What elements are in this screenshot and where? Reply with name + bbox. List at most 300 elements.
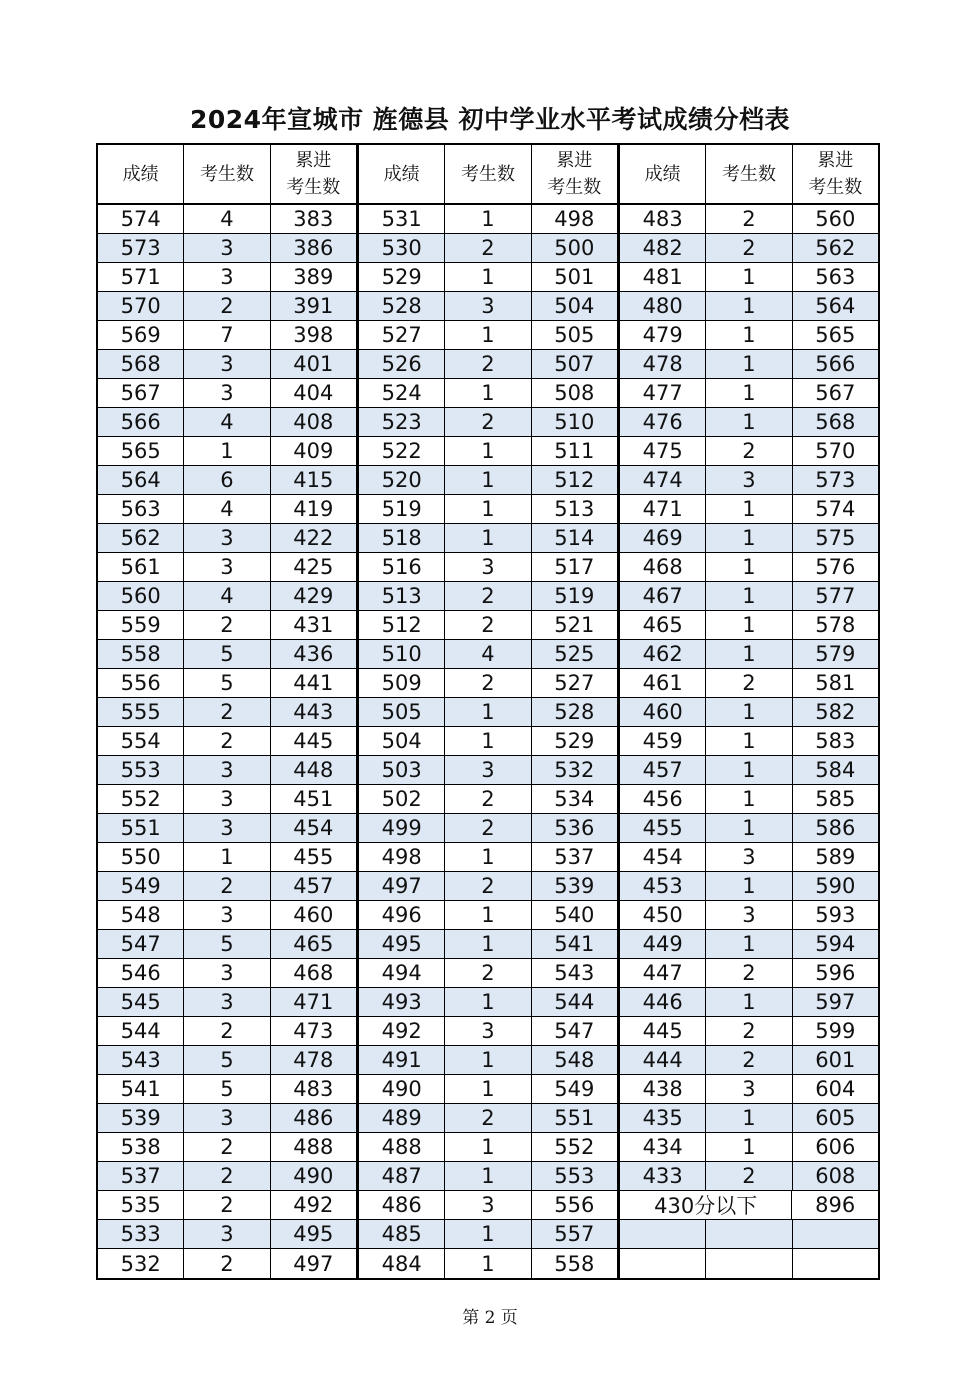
table-header: [359, 145, 617, 205]
table-row: [620, 495, 878, 524]
score-cell: 547: [120, 932, 161, 956]
cumulative-cell: 597: [792, 988, 878, 1016]
score-cell: 453: [642, 874, 683, 898]
count-cell: 2: [705, 959, 791, 987]
table-row: [359, 408, 617, 437]
table-group-2: [356, 145, 617, 1278]
score-cell: 471: [642, 497, 683, 521]
count-cell: 2: [444, 582, 530, 610]
table-row: [359, 1133, 617, 1162]
count-cell: 3: [183, 814, 269, 842]
cumulative-cell: 534: [531, 785, 617, 813]
cumulative-cell: 544: [531, 988, 617, 1016]
count-cell: 3: [183, 1220, 269, 1248]
score-cell: 462: [642, 642, 683, 666]
score-cell: 526: [381, 352, 422, 376]
cumulative-cell: 557: [531, 1220, 617, 1248]
table-row: [98, 263, 356, 292]
table-row: [620, 1191, 878, 1220]
score-cell: 449: [642, 932, 683, 956]
score-cell: 549: [120, 874, 161, 898]
score-cell: 467: [642, 584, 683, 608]
count-cell: 3: [444, 553, 530, 581]
count-cell: 2: [444, 1104, 530, 1132]
cumulative-cell: 590: [792, 872, 878, 900]
table-row: [98, 959, 356, 988]
table-row: [620, 756, 878, 785]
cumulative-cell: 507: [531, 350, 617, 378]
score-cell: 527: [381, 323, 422, 347]
score-cell: 483: [642, 207, 683, 231]
table-row: [620, 263, 878, 292]
table-row: [98, 843, 356, 872]
table-row: [620, 292, 878, 321]
count-cell: 1: [705, 756, 791, 784]
score-cell: 454: [642, 845, 683, 869]
cumulative-cell: 521: [531, 611, 617, 639]
score-cell: 456: [642, 787, 683, 811]
score-cell: 553: [120, 758, 161, 782]
table-row: [359, 1249, 617, 1278]
count-cell: 1: [705, 785, 791, 813]
score-cell: 461: [642, 671, 683, 695]
cumulative-cell: 483: [270, 1075, 356, 1103]
score-cell: 475: [642, 439, 683, 463]
count-cell: [705, 1220, 791, 1248]
count-cell: 1: [705, 379, 791, 407]
cumulative-cell: 560: [792, 205, 878, 233]
table-row: [359, 785, 617, 814]
count-cell: 2: [705, 234, 791, 262]
count-cell: 1: [444, 843, 530, 871]
table-row: [98, 930, 356, 959]
count-cell: 1: [444, 1220, 530, 1248]
cumulative-cell: 548: [531, 1046, 617, 1074]
table-row: [620, 1162, 878, 1191]
cumulative-cell: 558: [531, 1249, 617, 1278]
score-cell: 468: [642, 555, 683, 579]
table-row: [620, 901, 878, 930]
score-cell: 519: [381, 497, 422, 521]
table-row: [620, 408, 878, 437]
table-row: [359, 582, 617, 611]
count-cell: 1: [705, 727, 791, 755]
score-cell: 535: [120, 1193, 161, 1217]
count-cell: 2: [183, 872, 269, 900]
score-cell: 497: [381, 874, 422, 898]
table-row: [359, 727, 617, 756]
score-cell: 485: [381, 1222, 422, 1246]
table-row: [98, 814, 356, 843]
score-cell: 546: [120, 961, 161, 985]
count-cell: 5: [183, 640, 269, 668]
count-cell: 1: [705, 930, 791, 958]
cumulative-cell: 422: [270, 524, 356, 552]
count-cell: 3: [444, 756, 530, 784]
score-cell: 490: [381, 1077, 422, 1101]
count-cell: 3: [183, 988, 269, 1016]
count-cell: [705, 1249, 791, 1278]
table-row: [359, 611, 617, 640]
table-row: [98, 234, 356, 263]
count-cell: 5: [183, 930, 269, 958]
table-row: [359, 669, 617, 698]
count-cell: 1: [444, 321, 530, 349]
score-cell: 520: [381, 468, 422, 492]
cumulative-cell: 532: [531, 756, 617, 784]
table-row: [620, 611, 878, 640]
table-row: [359, 1017, 617, 1046]
cumulative-cell: 457: [270, 872, 356, 900]
score-cell: [620, 1249, 705, 1278]
table-row: [359, 234, 617, 263]
count-cell: 7: [183, 321, 269, 349]
table-row: [98, 1133, 356, 1162]
table-row: [620, 669, 878, 698]
score-cell: 567: [120, 381, 161, 405]
count-cell: 1: [705, 582, 791, 610]
cumulative-cell: 441: [270, 669, 356, 697]
table-row: [359, 814, 617, 843]
cumulative-cell: 547: [531, 1017, 617, 1045]
score-cell: 465: [642, 613, 683, 637]
score-cell: 484: [381, 1251, 422, 1276]
score-cell: 558: [120, 642, 161, 666]
count-cell: 4: [183, 408, 269, 436]
table-row: [620, 524, 878, 553]
table-row: [359, 263, 617, 292]
count-cell: 1: [705, 988, 791, 1016]
cumulative-cell: 465: [270, 930, 356, 958]
score-cell: 482: [642, 236, 683, 260]
header-cumulative-line2: 考生数: [808, 177, 863, 198]
table-row: [620, 785, 878, 814]
count-cell: 2: [444, 872, 530, 900]
count-cell: 1: [705, 408, 791, 436]
score-cell: 564: [120, 468, 161, 492]
count-cell: 4: [183, 495, 269, 523]
cumulative-cell: 398: [270, 321, 356, 349]
score-cell: 566: [120, 410, 161, 434]
count-cell: 4: [444, 640, 530, 668]
header-score: 成绩: [383, 163, 420, 185]
score-cell: 509: [381, 671, 422, 695]
cumulative-cell: 448: [270, 756, 356, 784]
score-cell: 460: [642, 700, 683, 724]
cumulative-cell: 500: [531, 234, 617, 262]
cumulative-cell: 401: [270, 350, 356, 378]
table-row: [359, 988, 617, 1017]
table-row: [359, 379, 617, 408]
count-cell: 1: [705, 495, 791, 523]
table-row: [359, 321, 617, 350]
table-row: [620, 234, 878, 263]
header-cumulative-line2: 考生数: [547, 177, 602, 198]
cumulative-cell: 573: [792, 466, 878, 494]
count-cell: 3: [705, 901, 791, 929]
cumulative-cell: 540: [531, 901, 617, 929]
cumulative-cell: 391: [270, 292, 356, 320]
table-row: [620, 959, 878, 988]
cumulative-cell: 488: [270, 1133, 356, 1161]
table-row: [359, 524, 617, 553]
table-row: [359, 930, 617, 959]
score-cell: 474: [642, 468, 683, 492]
score-table: [96, 143, 880, 1280]
score-cell: 528: [381, 294, 422, 318]
score-cell: 522: [381, 439, 422, 463]
cumulative-cell: 562: [792, 234, 878, 262]
score-cell: 568: [120, 352, 161, 376]
score-cell: 573: [120, 236, 161, 260]
cumulative-cell: 431: [270, 611, 356, 639]
count-cell: 3: [183, 756, 269, 784]
count-cell: 1: [444, 1162, 530, 1190]
count-cell: 5: [183, 1075, 269, 1103]
table-row: [98, 1104, 356, 1133]
score-cell: 571: [120, 265, 161, 289]
cumulative-cell: 601: [792, 1046, 878, 1074]
table-row: [620, 814, 878, 843]
cumulative-cell: 593: [792, 901, 878, 929]
count-cell: 1: [444, 727, 530, 755]
score-cell: 447: [642, 961, 683, 985]
table-row: [620, 321, 878, 350]
score-cell: 487: [381, 1164, 422, 1188]
cumulative-cell: 486: [270, 1104, 356, 1132]
count-cell: 3: [183, 263, 269, 291]
table-row: [359, 437, 617, 466]
cumulative-cell: 536: [531, 814, 617, 842]
cumulative-cell: 566: [792, 350, 878, 378]
score-cell: 459: [642, 729, 683, 753]
table-row: [98, 1046, 356, 1075]
cumulative-cell: 513: [531, 495, 617, 523]
table-row: [98, 872, 356, 901]
score-cell: 545: [120, 990, 161, 1014]
table-row: [359, 292, 617, 321]
table-row: [620, 205, 878, 234]
table-row: [98, 1017, 356, 1046]
cumulative-cell: 541: [531, 930, 617, 958]
cumulative-cell: 501: [531, 263, 617, 291]
cumulative-cell: 429: [270, 582, 356, 610]
score-cell: 556: [120, 671, 161, 695]
cumulative-cell: 492: [270, 1191, 356, 1219]
score-cell: 559: [120, 613, 161, 637]
count-cell: 3: [183, 350, 269, 378]
table-row: [359, 466, 617, 495]
table-rows: [359, 205, 617, 1278]
cumulative-cell: 495: [270, 1220, 356, 1248]
cumulative-cell: 585: [792, 785, 878, 813]
count-cell: 1: [705, 263, 791, 291]
count-cell: 1: [444, 495, 530, 523]
table-row: [359, 1104, 617, 1133]
table-row: [620, 640, 878, 669]
cumulative-cell: 514: [531, 524, 617, 552]
count-cell: 3: [183, 553, 269, 581]
table-row: [98, 698, 356, 727]
score-cell: 538: [120, 1135, 161, 1159]
table-row: [359, 872, 617, 901]
count-cell: 1: [444, 437, 530, 465]
count-cell: 1: [705, 350, 791, 378]
score-cell: 512: [381, 613, 422, 637]
count-cell: 3: [705, 1075, 791, 1103]
cumulative-cell: 508: [531, 379, 617, 407]
count-cell: 2: [444, 814, 530, 842]
count-cell: 2: [444, 959, 530, 987]
table-row: [359, 1162, 617, 1191]
score-cell: 435: [642, 1106, 683, 1130]
count-cell: 1: [705, 698, 791, 726]
count-cell: 2: [183, 1133, 269, 1161]
cumulative-cell: 490: [270, 1162, 356, 1190]
score-cell: 479: [642, 323, 683, 347]
table-row: [620, 988, 878, 1017]
score-cell: 529: [381, 265, 422, 289]
score-cell: 504: [381, 729, 422, 753]
header-cumulative-line2: 考生数: [286, 177, 341, 198]
count-cell: 1: [444, 698, 530, 726]
score-cell: 552: [120, 787, 161, 811]
score-cell: [620, 1220, 705, 1248]
table-row: [98, 1162, 356, 1191]
table-row: [620, 1075, 878, 1104]
table-row: [98, 466, 356, 495]
table-row: [98, 205, 356, 234]
score-cell: 503: [381, 758, 422, 782]
cumulative-cell: 529: [531, 727, 617, 755]
cumulative-cell: 386: [270, 234, 356, 262]
count-cell: 2: [705, 205, 791, 233]
table-row: [620, 843, 878, 872]
count-cell: 2: [183, 1162, 269, 1190]
page-number: 第 2 页: [462, 1308, 518, 1328]
cumulative-cell: 517: [531, 553, 617, 581]
table-row: [98, 785, 356, 814]
count-cell: 6: [183, 466, 269, 494]
score-cell: 494: [381, 961, 422, 985]
score-cell: 455: [642, 816, 683, 840]
count-cell: 2: [444, 785, 530, 813]
score-cell: 434: [642, 1135, 683, 1159]
cumulative-cell: 896: [791, 1191, 878, 1219]
count-cell: 2: [183, 1017, 269, 1045]
score-cell: 476: [642, 410, 683, 434]
count-cell: 1: [444, 466, 530, 494]
score-cell: 438: [642, 1077, 683, 1101]
table-row: [620, 930, 878, 959]
cumulative-cell: 564: [792, 292, 878, 320]
cumulative-cell: 445: [270, 727, 356, 755]
count-cell: 1: [444, 524, 530, 552]
score-cell: 554: [120, 729, 161, 753]
header-cumulative: [792, 145, 878, 203]
table-row: [359, 1191, 617, 1220]
count-cell: 1: [444, 263, 530, 291]
cumulative-cell: 582: [792, 698, 878, 726]
table-row: [620, 1046, 878, 1075]
count-cell: 1: [705, 292, 791, 320]
table-row: [620, 553, 878, 582]
count-cell: 2: [444, 234, 530, 262]
cumulative-cell: 594: [792, 930, 878, 958]
table-row: [359, 1075, 617, 1104]
score-cell: 518: [381, 526, 422, 550]
score-cell: 430分以下: [654, 1194, 758, 1218]
cumulative-cell: 478: [270, 1046, 356, 1074]
count-cell: 2: [183, 611, 269, 639]
cumulative-cell: 510: [531, 408, 617, 436]
score-cell: 469: [642, 526, 683, 550]
header-score: 成绩: [644, 163, 681, 185]
table-row: [359, 959, 617, 988]
table-row: [359, 350, 617, 379]
cumulative-cell: 553: [531, 1162, 617, 1190]
score-cell: 560: [120, 584, 161, 608]
count-cell: 3: [183, 785, 269, 813]
cumulative-cell: 575: [792, 524, 878, 552]
score-cell: 446: [642, 990, 683, 1014]
table-row: [359, 843, 617, 872]
cumulative-cell: 415: [270, 466, 356, 494]
table-header: [98, 145, 356, 205]
cumulative-cell: 539: [531, 872, 617, 900]
table-rows: [620, 205, 878, 1278]
cumulative-cell: 383: [270, 205, 356, 233]
table-row: [98, 582, 356, 611]
cumulative-cell: 604: [792, 1075, 878, 1103]
score-cell: 544: [120, 1019, 161, 1043]
cumulative-cell: 471: [270, 988, 356, 1016]
cumulative-cell: 589: [792, 843, 878, 871]
score-cell: 433: [642, 1164, 683, 1188]
cumulative-cell: 570: [792, 437, 878, 465]
cumulative-cell: 551: [531, 1104, 617, 1132]
page-title: 2024年宣城市 旌德县 初中学业水平考试成绩分档表: [190, 105, 790, 134]
table-row: [359, 640, 617, 669]
score-cell: 537: [120, 1164, 161, 1188]
table-row: [620, 1017, 878, 1046]
cumulative-cell: 512: [531, 466, 617, 494]
header-count: 考生数: [444, 145, 530, 203]
table-row: [359, 1220, 617, 1249]
table-row: [359, 495, 617, 524]
table-row: [359, 756, 617, 785]
table-row: [620, 1220, 878, 1249]
cumulative-cell: 599: [792, 1017, 878, 1045]
table-row: [98, 669, 356, 698]
cumulative-cell: 436: [270, 640, 356, 668]
cumulative-cell: 568: [792, 408, 878, 436]
count-cell: 4: [183, 582, 269, 610]
cumulative-cell: 565: [792, 321, 878, 349]
table-rows: [98, 205, 356, 1278]
count-cell: 4: [183, 205, 269, 233]
count-cell: 3: [183, 1104, 269, 1132]
score-cell: 532: [120, 1251, 161, 1276]
count-cell: 1: [705, 611, 791, 639]
cumulative-cell: 505: [531, 321, 617, 349]
count-cell: 1: [444, 1249, 530, 1278]
table-row: [98, 640, 356, 669]
count-cell: 3: [444, 1017, 530, 1045]
score-cell: 531: [381, 207, 422, 231]
table-row: [359, 553, 617, 582]
cumulative-cell: 576: [792, 553, 878, 581]
